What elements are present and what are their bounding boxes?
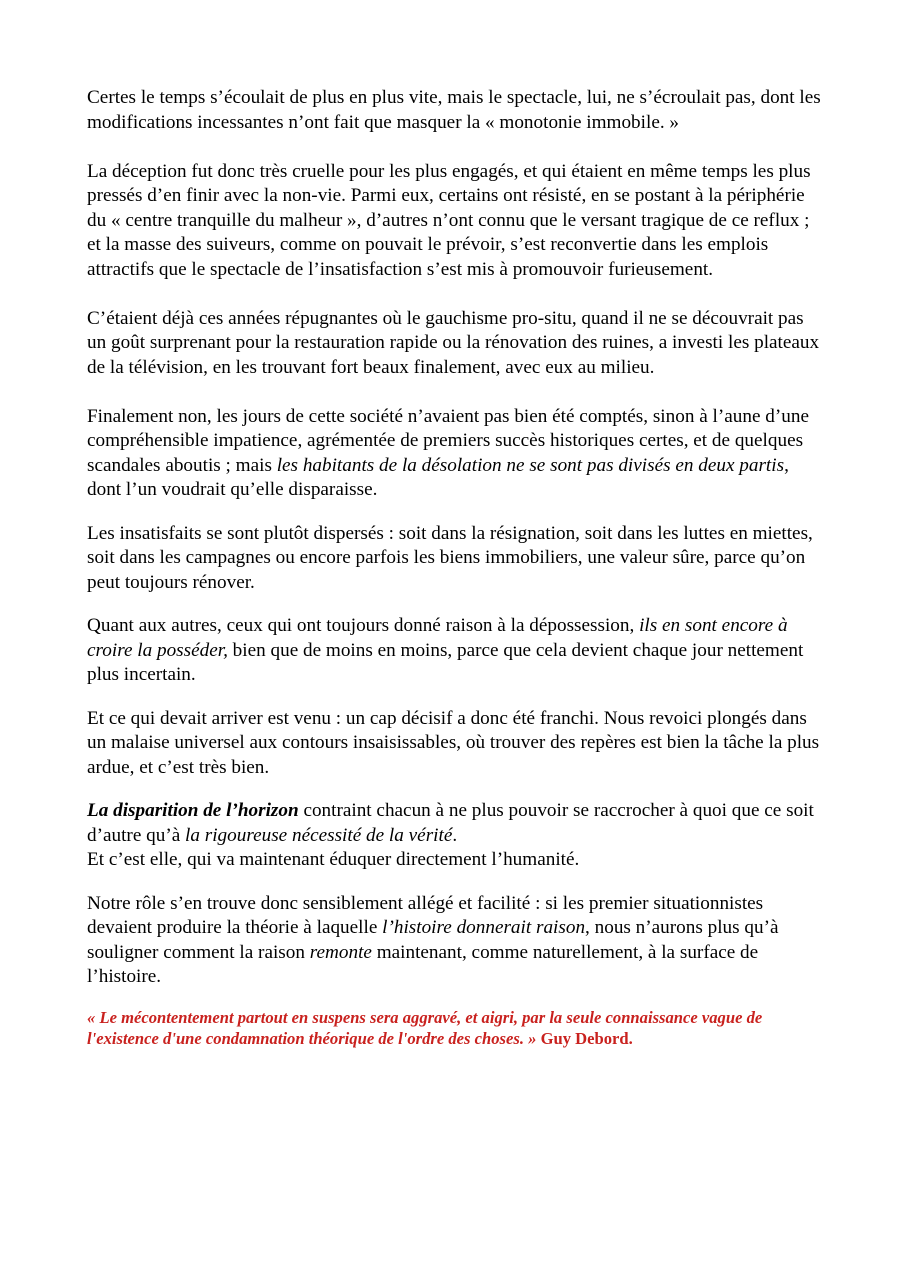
- paragraph: [87, 614, 822, 688]
- quote-text: « Le mécontentement partout en suspens sera aggravé, et aigri, par la seule connaissance vague de l'existence d'une condamnation théorique de l'ordre des choses. »: [87, 1007, 763, 1048]
- paragraph-text: maintenant, comme naturellement, à la surface de l’histoire.: [87, 941, 759, 987]
- paragraph: [87, 707, 822, 781]
- italic-emphasis: la rigoureuse nécessité de la vérité: [185, 824, 453, 846]
- paragraph: [87, 405, 822, 503]
- paragraph-text: Quant aux autres, ceux qui ont toujours donné raison à la dépossession,: [87, 615, 640, 636]
- paragraph-text: , dont l’un voudrait qu’elle disparaisse.: [87, 454, 789, 500]
- paragraph-text: Et ce qui devait arriver est venu : un cap décisif a donc été franchi. Nous revoici plongés dans un malaise universel aux contours insaisissables, où trouver des repères est bien la tâche la plus ardue, et c’est très bien.: [87, 707, 820, 778]
- paragraph-text: , nous n’aurons plus qu’à souligner comment la raison: [87, 917, 779, 963]
- document-page: [87, 86, 822, 1050]
- paragraph-text: bien que de moins en moins, parce que cela devient chaque jour nettement plus incertain.: [87, 639, 804, 685]
- paragraph-text: Les insatisfaits se sont plutôt dispersés : soit dans la résignation, soit dans les luttes en miettes, soit dans les campagnes ou encore parfois les biens immobiliers, une valeur sûre, parce qu’on peut toujours rénover.: [87, 522, 813, 593]
- paragraph: [87, 892, 822, 990]
- paragraph-text: La déception fut donc très cruelle pour les plus engagés, et qui étaient en même temps les plus pressés d’en finir avec la non-vie. Parmi eux, certains ont résisté, en se postant à la périphérie du « centre tranquille du malheur », d’autres n’ont connu que le versant tragique de ce reflux ; et la masse des suiveurs, comme on pouvait le prévoir, s’est reconvertie dans les emplois attractifs que le spectacle de l’insatisfaction s’est mis à promouvoir furieusement.: [87, 160, 811, 280]
- paragraph-text: contraint chacun à ne plus pouvoir se raccrocher à quoi que ce soit d’autre qu’à: [87, 800, 814, 846]
- italic-emphasis: ils en sont encore à croire la posséder,: [87, 615, 788, 661]
- italic-emphasis: les habitants de la désolation ne se sont pas divisés en deux partis: [276, 454, 785, 476]
- paragraph-text: Finalement non, les jours de cette société n’avaient pas bien été comptés, sinon à l’aune d’une compréhensible impatience, agrémentée de premiers succès historiques certes, et de quelques scandales aboutis ; mais: [87, 405, 809, 476]
- paragraph-text: .: [452, 824, 458, 846]
- bold-italic-emphasis: La disparition de l’horizon: [87, 800, 299, 821]
- paragraph: [87, 307, 822, 381]
- italic-emphasis: remonte: [309, 941, 372, 963]
- paragraph: [87, 160, 822, 283]
- paragraph-text: Notre rôle s’en trouve donc sensiblement allégé et facilité : si les premier situationnistes devaient produire la théorie à laquelle: [87, 892, 764, 938]
- paragraph: [87, 86, 822, 135]
- paragraph: [87, 799, 822, 873]
- paragraph-text: C’étaient déjà ces années répugnantes où le gauchisme pro-situ, quand il ne se découvrait pas un goût surprenant pour la restauration rapide ou la rénovation des ruines, a investi les plateaux de la télévision, en les trouvant fort beaux finalement, avec eux au milieu.: [87, 307, 820, 378]
- closing-quote: [87, 1007, 822, 1050]
- document-body: [87, 86, 822, 990]
- paragraph: [87, 522, 822, 596]
- paragraph-text: Certes le temps s’écoulait de plus en plus vite, mais le spectacle, lui, ne s’écroulait pas, dont les modifications incessantes n’ont fait que masquer la « monotonie immobile. »: [87, 87, 821, 133]
- italic-emphasis: l’histoire donnerait raison: [382, 917, 586, 938]
- quote-author: Guy Debord.: [536, 1029, 633, 1048]
- paragraph-text: Et c’est elle, qui va maintenant éduquer directement l’humanité.: [87, 849, 580, 870]
